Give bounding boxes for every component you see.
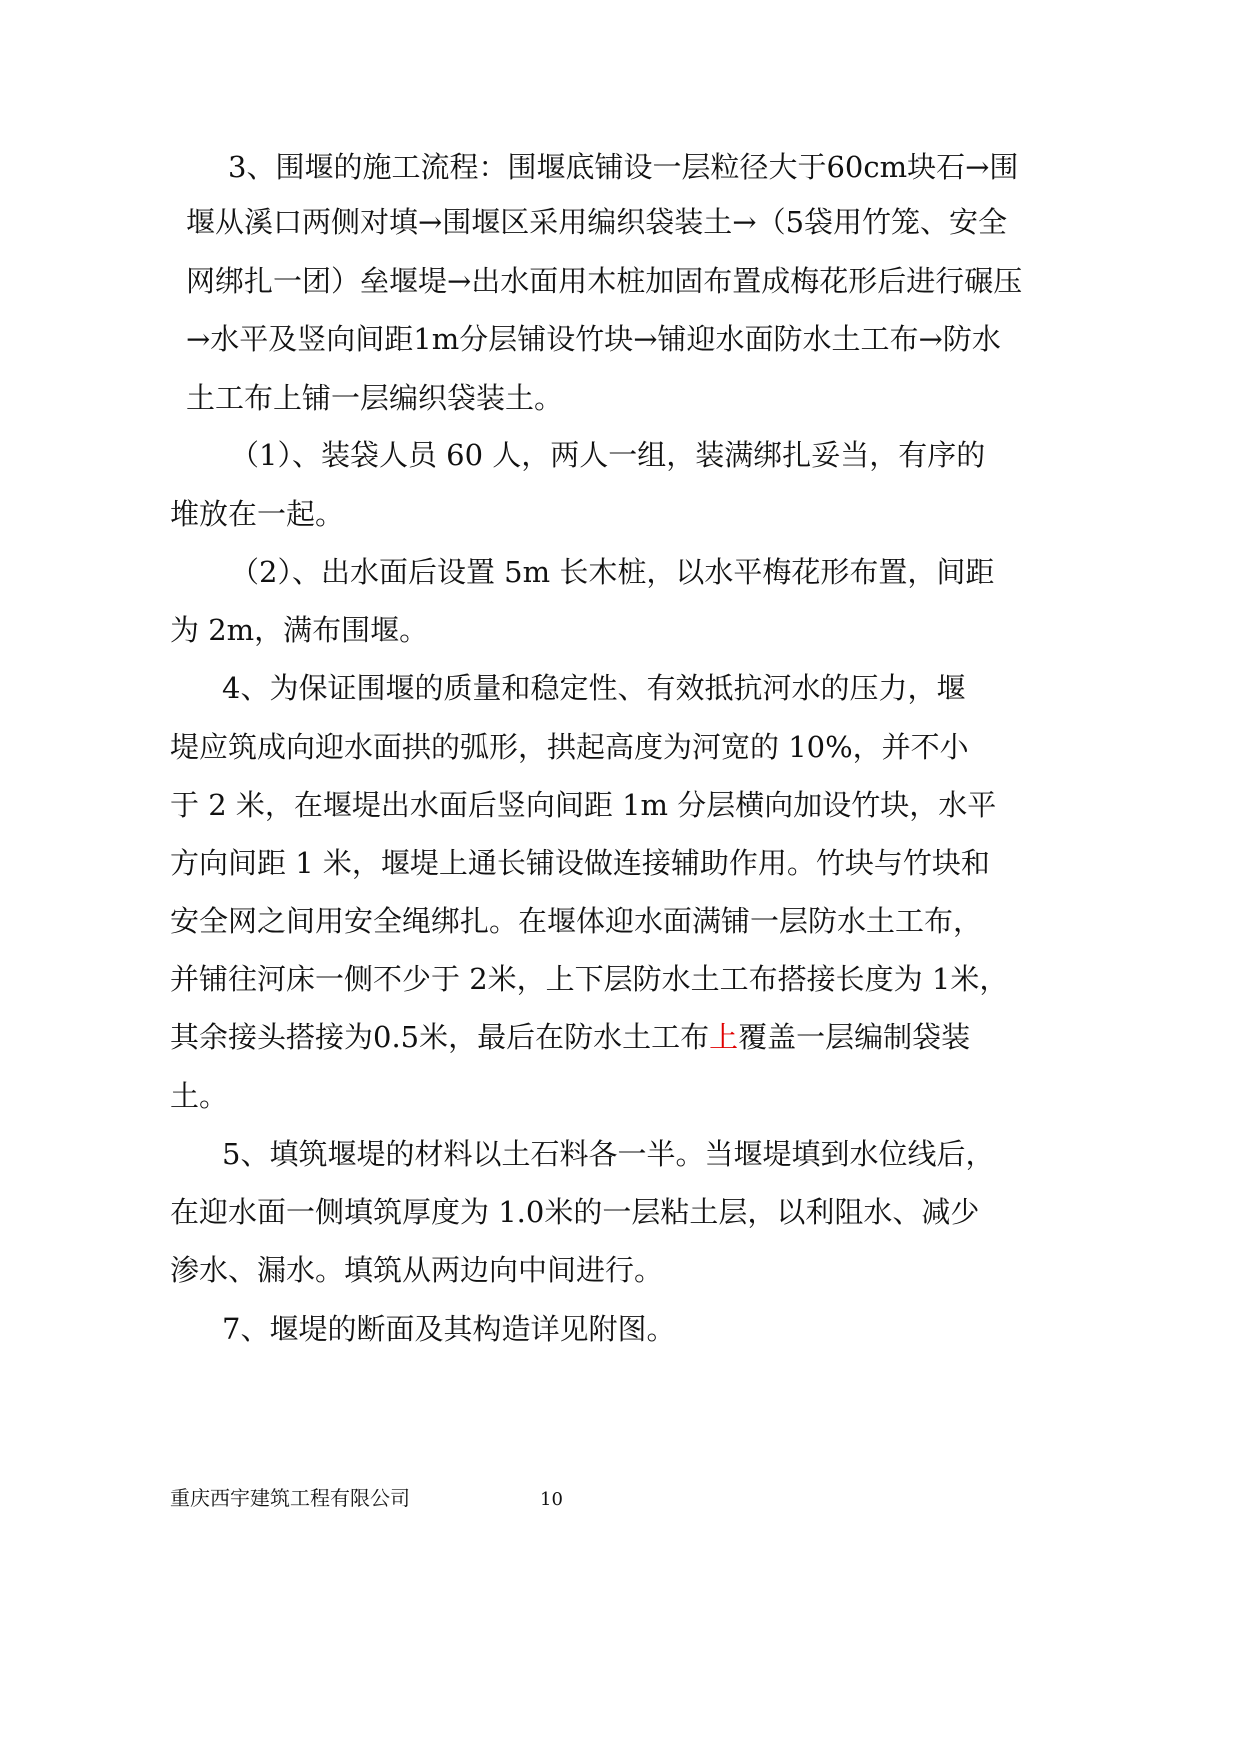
section-5-line-3: 渗水、漏水。填筑从两边向中间进行。 — [170, 1253, 664, 1287]
section-3-line-1: 3、围堰的施工流程：围堰底铺设一层粒径大于60cm块石→围 — [228, 150, 1019, 184]
page-number: 10 — [540, 1489, 563, 1510]
footer-company-name: 重庆西宇建筑工程有限公司 — [170, 1486, 410, 1510]
section-3-line-2: 堰从溪口两侧对填→围堰区采用编织袋装土→（5袋用竹笼、安全 — [186, 205, 1008, 239]
section-3-line-4: →水平及竖向间距1m分层铺设竹块→铺迎水面防水土工布→防水 — [186, 322, 1001, 356]
section-4-line-7-start: 其余接头搭接为0.5米，最后在防水土工布 — [170, 1020, 710, 1054]
section-4-line-7-end: 覆盖一层编制袋装 — [738, 1020, 971, 1054]
section-4-line-7 — [170, 1020, 970, 1054]
section-4-line-8: 土。 — [170, 1079, 229, 1113]
item-2-line-1: （2）、出水面后设置 5m 长木桩，以水平梅花形布置，间距 — [230, 555, 995, 589]
section-4-line-1: 4、为保证围堰的质量和稳定性、有效抵抗河水的压力，堰 — [222, 671, 966, 705]
section-4-line-6: 并铺往河床一侧不少于 2米，上下层防水土工布搭接长度为 1米， — [170, 962, 1009, 996]
section-4-line-3: 于 2 米，在堰堤出水面后竖向间距 1m 分层横向加设竹块，水平 — [170, 788, 997, 822]
section-4-line-5: 安全网之间用安全绳绑扎。在堰体迎水面满铺一层防水土工布， — [170, 904, 983, 938]
item-1-line-2: 堆放在一起。 — [170, 497, 345, 531]
section-5-line-1: 5、填筑堰堤的材料以土石料各一半。当堰堤填到水位线后， — [222, 1137, 995, 1171]
item-2-line-2: 为 2m，满布围堰。 — [170, 613, 429, 647]
item-1-line-1: （1）、装袋人员 60 人，两人一组，装满绑扎妥当，有序的 — [230, 438, 986, 472]
section-7-line-1: 7、堰堤的断面及其构造详见附图。 — [222, 1312, 676, 1346]
section-4-line-2: 堤应筑成向迎水面拱的弧形，拱起高度为河宽的 10%，并不小 — [170, 730, 969, 764]
highlighted-word: 上 — [709, 1020, 739, 1054]
section-3-line-3: 网绑扎一团）垒堰堤→出水面用木桩加固布置成梅花形后进行碾压 — [186, 264, 1023, 298]
section-3-line-5: 土工布上铺一层编织袋装土。 — [186, 381, 564, 415]
section-4-line-4: 方向间距 1 米，堰堤上通长铺设做连接辅助作用。竹块与竹块和 — [170, 846, 990, 880]
section-5-line-2: 在迎水面一侧填筑厚度为 1.0米的一层粘土层，以利阻水、减少 — [170, 1195, 980, 1229]
